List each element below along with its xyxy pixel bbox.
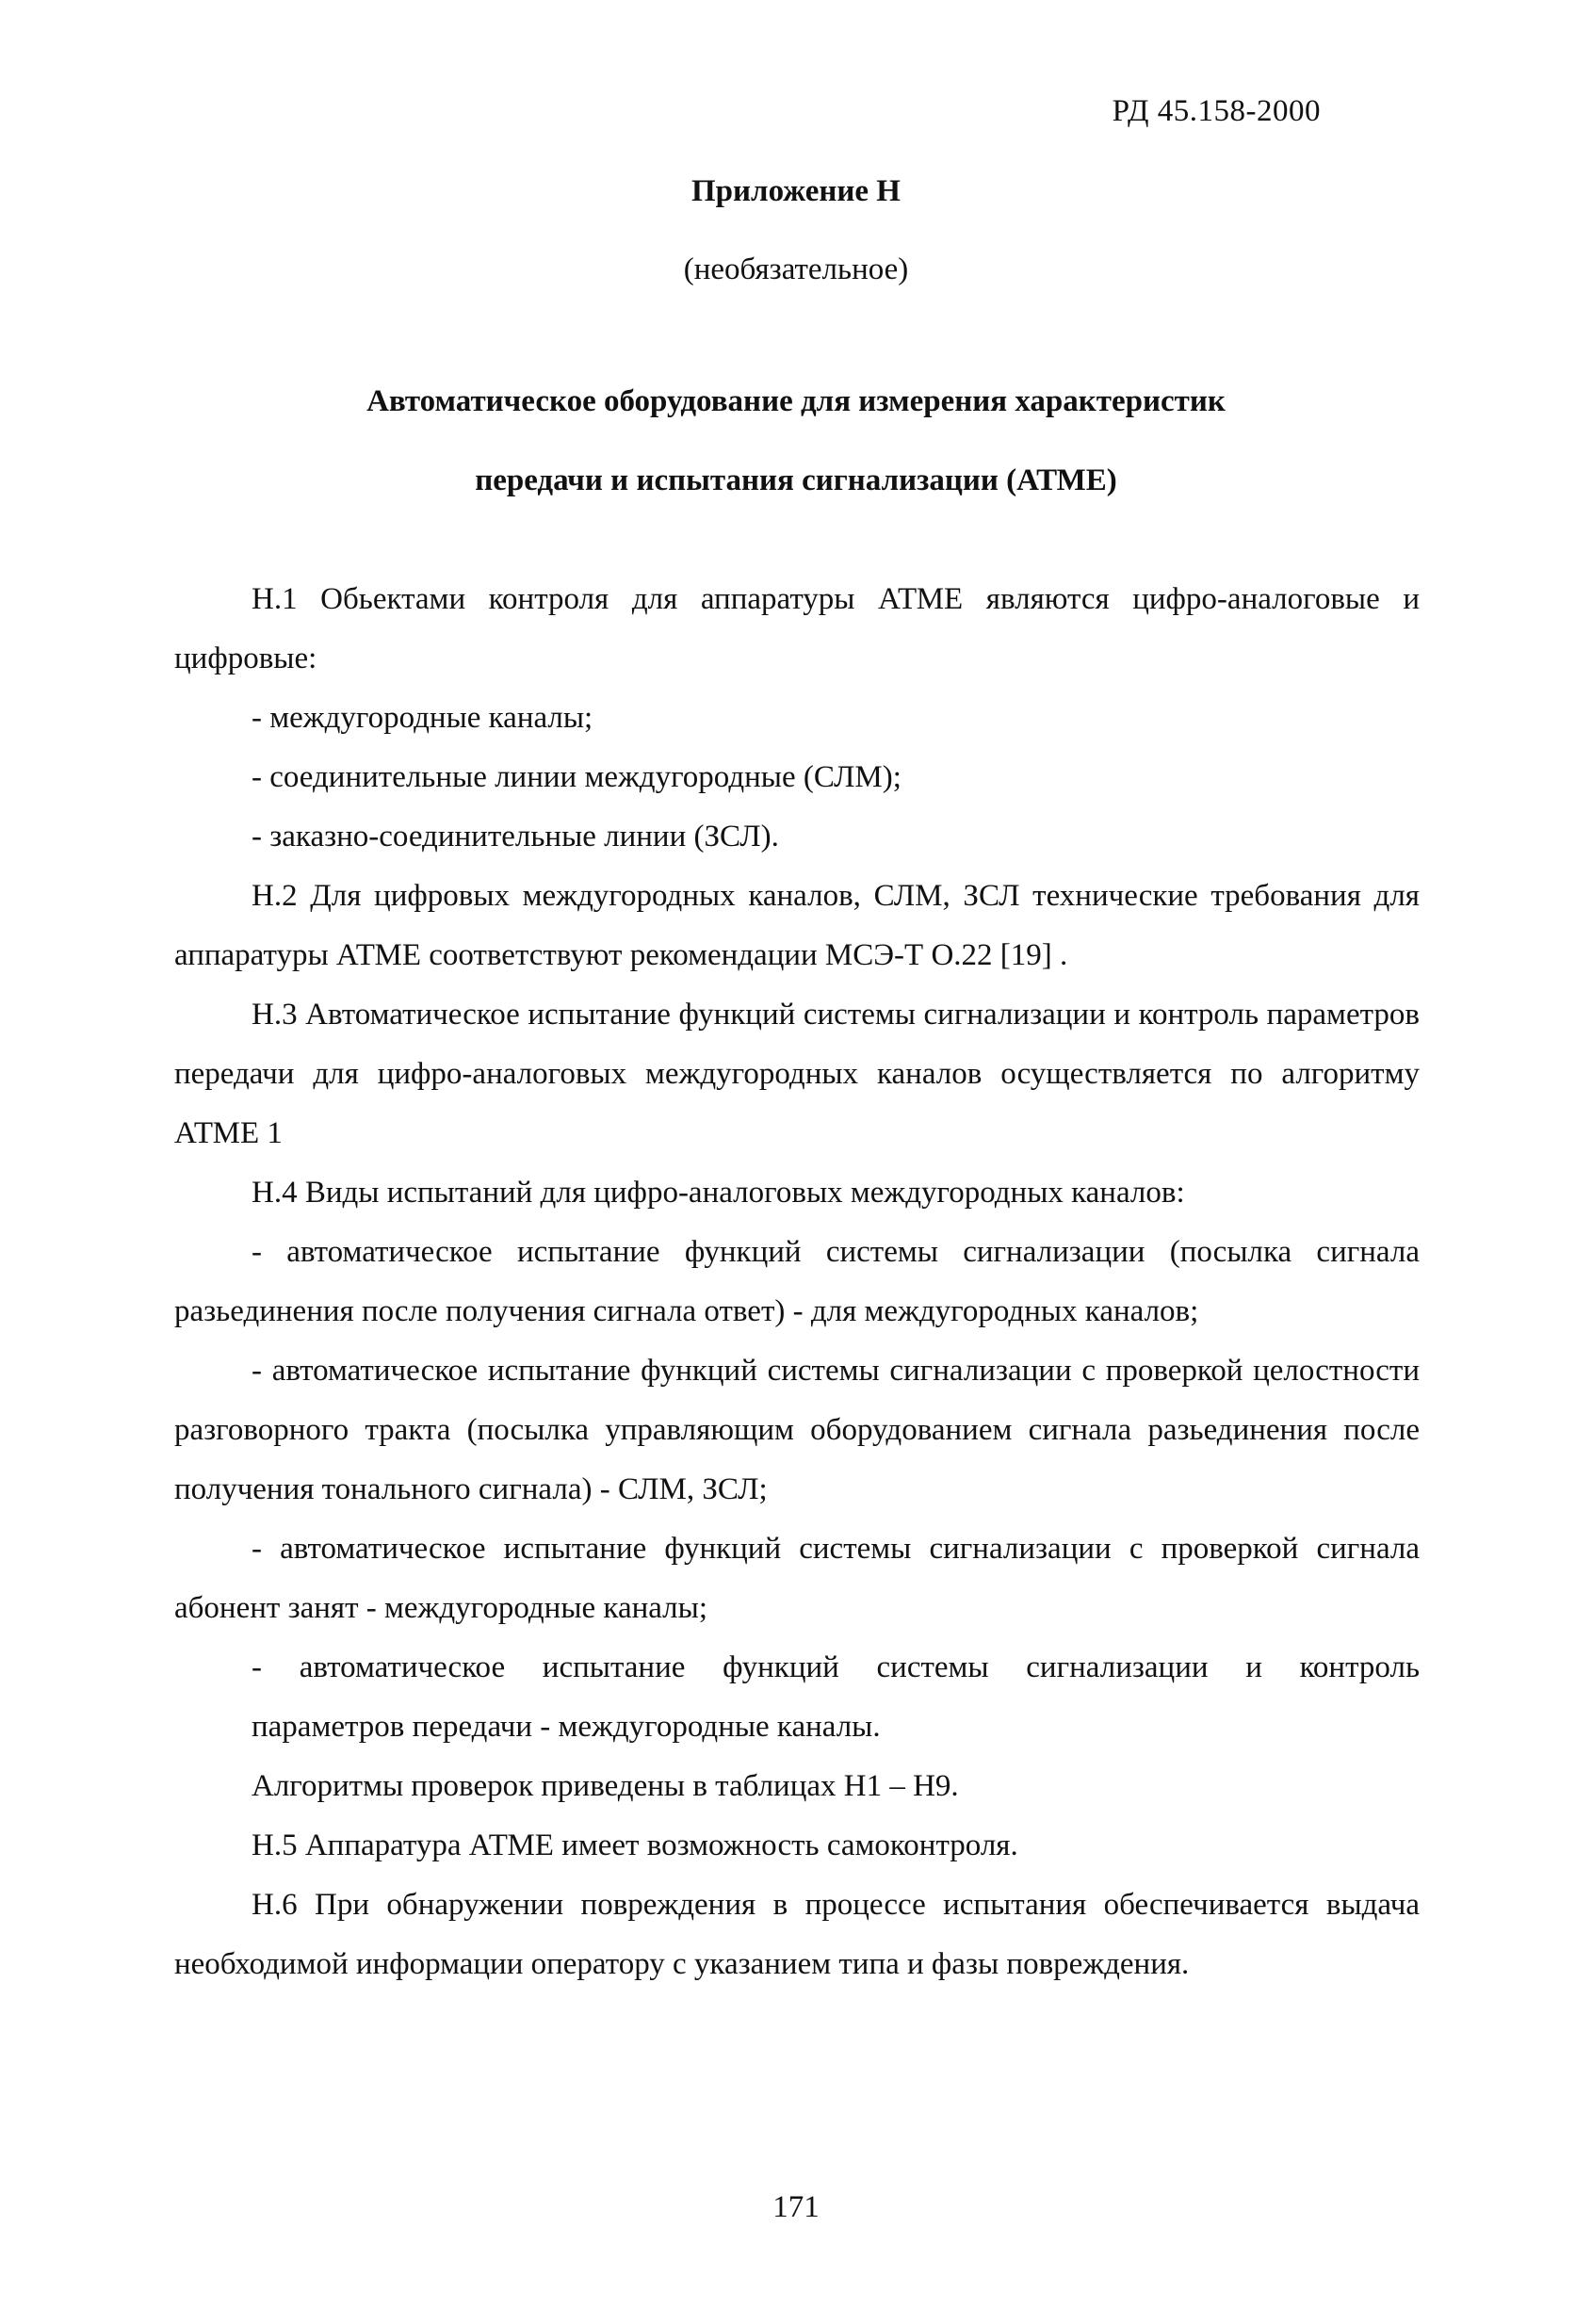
- list-item: - соединительные линии междугородные (СЛМ);: [252, 760, 902, 794]
- document-body: [174, 570, 1420, 1994]
- algorithms-note: Алгоритмы проверок приведены в таблицах Н1 – Н9.: [252, 1769, 959, 1803]
- paragraph-h1: Н.1 Обьектами контроля для аппаратуры АТМЕ являются цифро-аналоговые и цифровые:: [174, 582, 1420, 675]
- list-item: - заказно-соединительные линии (ЗСЛ).: [252, 820, 779, 853]
- list-item: - автоматическое испытание функций системы сигнализации (посылка сигнала разьединения после получения сигнала ответ) - для междугородных каналов;: [174, 1235, 1420, 1328]
- paragraph-h5: Н.5 Аппаратура АТМЕ имеет возможность самоконтроля.: [252, 1828, 1018, 1862]
- list-item-line: - автоматическое испытание функций системы сигнализации и контроль: [252, 1650, 1420, 1684]
- paragraph-h4: Н.4 Виды испытаний для цифро-аналоговых междугородных каналов:: [252, 1176, 1185, 1210]
- appendix-heading-line2: передачи и испытания сигнализации (АТМЕ): [475, 463, 1117, 497]
- appendix-title: Приложение Н: [691, 174, 901, 208]
- paragraph-h3: Н.3 Автоматическое испытание функций системы сигнализации и контроль параметров передачи для цифро-аналоговых междугородных каналов осуществляется по алгоритму АТМЕ 1: [174, 998, 1420, 1150]
- list-item: - автоматическое испытание функций системы сигнализации с проверкой сигнала абонент занят - междугородные каналы;: [174, 1532, 1420, 1625]
- list-item: - автоматическое испытание функций системы сигнализации с проверкой целостности разговорного тракта (посылка управляющим оборудованием сигнала разьединения после получения тонального сигнала) - СЛМ, ЗСЛ;: [174, 1354, 1420, 1506]
- list-item-continuation: параметров передачи - междугородные каналы.: [252, 1710, 881, 1744]
- list-item: - междугородные каналы;: [252, 701, 593, 735]
- paragraph-h6: Н.6 При обнаружении повреждения в процессе испытания обеспечивается выдача необходимой информации оператору с указанием типа и фазы повреждения.: [174, 1888, 1420, 1981]
- appendix-heading-line1: Автоматическое оборудование для измерения характеристик: [366, 384, 1226, 418]
- appendix-status: (необязательное): [683, 252, 909, 286]
- document-code: РД 45.158-2000: [1112, 94, 1321, 128]
- page-number: 171: [772, 2190, 820, 2224]
- paragraph-h2: Н.2 Для цифровых междугородных каналов, СЛМ, ЗСЛ технические требования для аппаратуры АТМЕ соответствуют рекомендации МСЭ-Т О.22 [19] .: [174, 879, 1420, 972]
